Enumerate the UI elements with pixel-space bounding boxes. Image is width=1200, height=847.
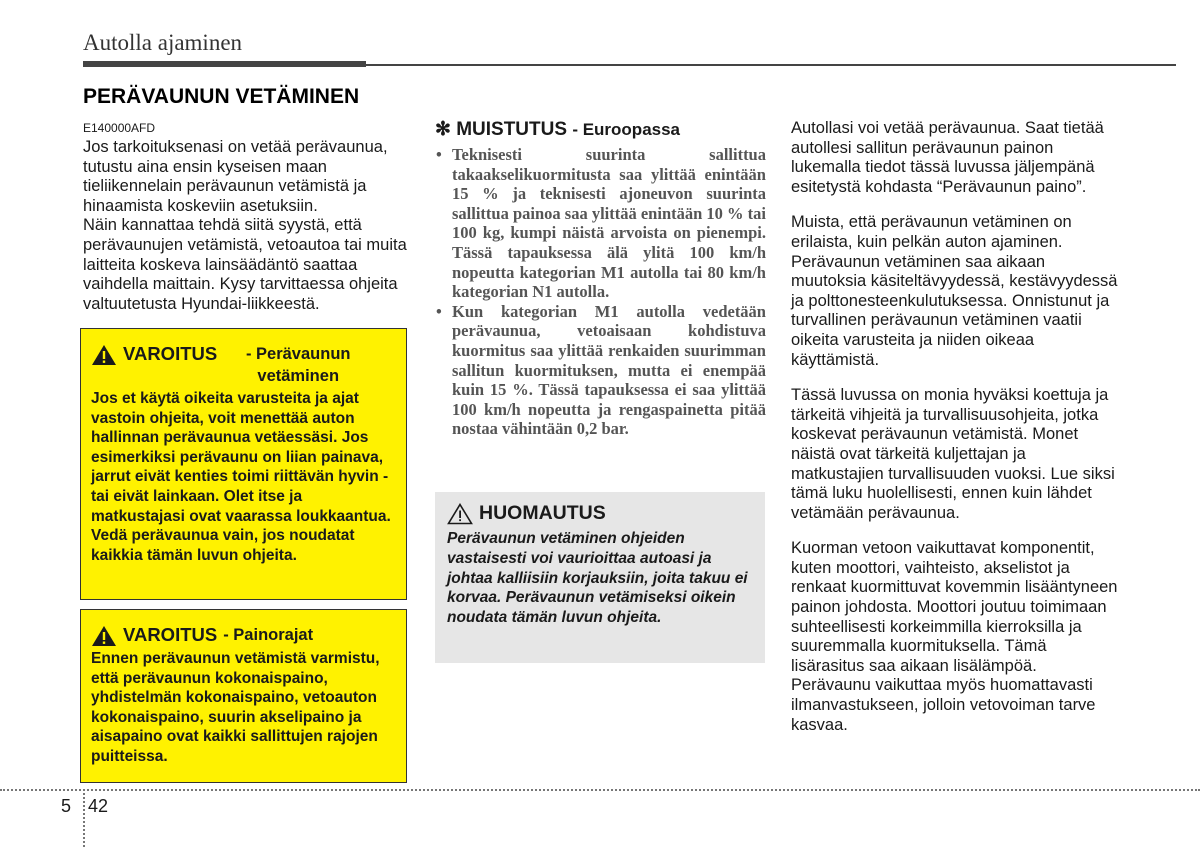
notice-box xyxy=(435,492,765,663)
warning-triangle-icon xyxy=(91,625,117,647)
warning-text: Jos et käytä oikeita varusteita ja ajat vastoin ohjeita, voit menettää auton hallinnan perävaunua vetäessäsi. Jos esimerkiksi perävaunu on liian painava, jarrut eivät kenties toimi riittävän hyvin - tai eivät lainkaan. Olet itse ja matkustajasi ovat vaarassa loukkaantua. Vedä perävaunua vain, jos noudatat kaikkia tämän luvun ohjeita. xyxy=(91,390,391,564)
warning-box-trailer-towing xyxy=(80,328,407,600)
memo-label: MUISTUTUS xyxy=(456,119,568,140)
warning-label: VAROITUS xyxy=(123,343,218,364)
warning-subtitle: - Perävaunun vetäminen xyxy=(245,345,351,385)
memo-heading xyxy=(435,118,680,141)
column1-paragraph: Näin kannattaa tehdä siitä syystä, että perävaunujen vetämistä, vetoautoa tai muita laitteita koskeva lainsäädäntö saattaa vaihdella maittain. Kysy tarvittaessa ohjeita valtuutetusta Hyundai-liikkeestä. xyxy=(83,216,407,313)
column1-paragraph: Jos tarkoituksenasi on vetää perävaunua, tutustu aina ensin kyseisen maan tieliikennelain perävaunun vetämistä ja hinaamista koskeviin asetuksiin. xyxy=(83,138,388,215)
chapter-title: Autolla ajaminen xyxy=(83,30,243,55)
warning-subtitle: - Painorajat xyxy=(223,626,314,644)
column1-text xyxy=(83,138,408,314)
footer-vertical-divider xyxy=(83,789,85,847)
page-number: 42 xyxy=(88,796,109,816)
column3-paragraph: Autollasi voi vetää perävaunua. Saat tietää autollesi sallitun perävaunun painon lukemalla tiedot tässä luvussa jäljempänä esitetystä kohdasta “Perävaunun paino”. xyxy=(791,119,1104,196)
header-rule-thick xyxy=(83,61,366,67)
notice-text: Perävaunun vetäminen ohjeiden vastaisesti voi vaurioittaa autoasi ja johtaa kalliisiin korjauksiin, joita takuu ei korvaa. Perävaunun vetämiseksi oikein noudata tämän luvun ohjeita. xyxy=(447,530,748,627)
notice-heading xyxy=(447,502,753,525)
header-rule-thin xyxy=(366,64,1176,66)
column3-paragraph: Tässä luvussa on monia hyväksi koettuja ja tärkeitä vihjeitä ja turvallisuusohjeita, jotka koskevat perävaunun vetämistä. Monet näistä ovat tärkeitä kuljettajan ja matkustajien turvallisuuden vuoksi. Lue siksi tämä luku huolellisesti, ennen kuin lähdet vetämään perävaunua. xyxy=(791,386,1115,522)
warning-text: Ennen perävaunun vetämistä varmistu, että perävaunun kokonaispaino, yhdistelmän kokonaispaino, vetoauton kokonaispaino, suurin akselipaino ja aisapaino ovat kaikki sallittujen rajojen puitteissa. xyxy=(91,650,380,765)
memo-list xyxy=(435,145,766,439)
warning-label: VAROITUS xyxy=(123,624,218,645)
warning-box-weight-limits xyxy=(80,609,407,783)
footer-divider xyxy=(0,789,1200,791)
column3-paragraph: Kuorman vetoon vaikuttavat komponentit, kuten moottori, vaihteisto, akselistot ja renkaat kuormittuvat kovemmin lisääntyneen painon johdosta. Moottori joutuu toimimaan suhteellisesti korkeimmilla kierroksilla ja suuremmalla kuormituksella. Tämä lisärasitus saa aikaan lisälämpöä. Perävaunu vaikuttaa myös huomattavasti ilmanvastukseen, jolloin vetovoiman tarve kasvaa. xyxy=(791,539,1118,734)
section-number: 5 xyxy=(61,796,72,816)
warning-heading xyxy=(91,624,396,647)
section-title: PERÄVAUNUN VETÄMINEN xyxy=(83,85,360,108)
column3-paragraph: Muista, että perävaunun vetäminen on erilaista, kuin pelkän auton ajaminen. Perävaunun vetäminen saa aikaan muutoksia käsiteltävyydessä, kestävyydessä ja polttonesteenkulutuksessa. Onnistunut ja turvallinen perävaunun vetäminen vaatii oikeita varusteita ja niiden oikeaa käyttämistä. xyxy=(791,213,1118,369)
asterisk-icon: ✻ xyxy=(435,119,451,140)
memo-subtitle: - Euroopassa xyxy=(572,120,681,139)
warning-heading xyxy=(91,343,396,387)
warning-triangle-icon xyxy=(91,344,117,366)
caution-triangle-icon xyxy=(447,503,473,525)
list-item: • Teknisesti suurinta sallittua takaakselikuormitusta saa ylittää enintään 15 % ja teknisesti ajoneuvon suurinta sallittua painoa saa ylittää enintään 10 % tai 100 kg, kumpi näistä arvoista on pienempi. Tässä tapauksessa älä ylitä 100 km/h nopeutta kategorian M1 autolla tai 80 km/h kategorian N1 autolla. xyxy=(435,145,766,302)
notice-label: HUOMAUTUS xyxy=(479,502,606,524)
list-item: • Kun kategorian M1 autolla vedetään perävaunua, vetoaisaan kohdistuva kuormitus saa ylittää renkaiden suurimman sallitun kuormituksen, mutta ei enempää kuin 15 %. Tässä tapauksessa ei saa ylittää 100 km/h nopeutta ja rengaspainetta pitää nostaa vähintään 0,2 bar. xyxy=(435,302,766,439)
column3-text xyxy=(791,119,1121,751)
document-code: E140000AFD xyxy=(83,121,156,135)
